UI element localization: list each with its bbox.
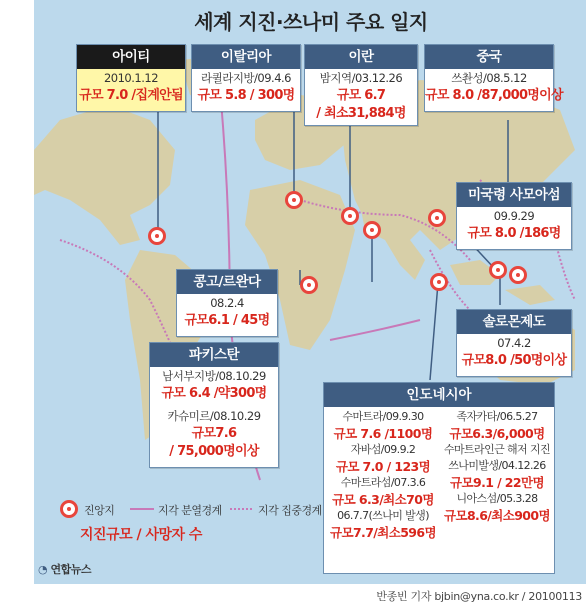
card-solomon (456, 309, 572, 377)
card-iran-title: 이란 (305, 45, 417, 69)
card-haiti-title: 아이티 (77, 45, 185, 69)
card-congo-title: 콩고/르완다 (177, 270, 277, 294)
card-indonesia (323, 382, 555, 574)
indonesia-event-date2: 쓰나미발생/04.12.26 (448, 459, 546, 472)
indonesia-right-column (440, 409, 554, 524)
logo (38, 561, 91, 577)
card-pakistan-title: 파키스탄 (150, 343, 278, 367)
logo-icon: ◔ (38, 563, 48, 576)
legend (40, 494, 320, 552)
epicenter-marker-solomon (509, 266, 527, 284)
indonesia-left-column (326, 409, 440, 541)
card-haiti-stat: 규모 7.0 /집계안됨 (79, 88, 183, 103)
indonesia-event-stat: 규모9.1 / 22만명 (450, 475, 544, 490)
card-congo-date: 08.2.4 (210, 296, 244, 310)
indonesia-event-stat: 규모 7.0 / 123명 (335, 459, 431, 474)
card-iran-stat2: / 최소31,884명 (316, 106, 406, 121)
card-china-title: 중국 (425, 45, 553, 69)
card-italy-stat: 규모 5.8 / 300명 (197, 88, 295, 103)
card-samoa-stat: 규모 8.0 /186명 (467, 226, 561, 241)
epicenter-marker-iran (341, 207, 359, 225)
legend-boundary-label: 지각 분열경계 (158, 504, 222, 517)
indonesia-event-date: 자바섬/09.9.2 (350, 443, 416, 456)
card-china-stat: 규모 8.0 /87,000명이상 (425, 88, 563, 103)
epicenter-marker-samoa (489, 261, 507, 279)
card-pakistan-date1: 남서부지방/08.10.29 (162, 369, 266, 383)
card-congo (176, 269, 278, 337)
indonesia-event-stat: 규모7.7/최소596명 (330, 525, 436, 540)
epicenter-marker-congo (300, 276, 318, 294)
card-iran (304, 44, 418, 126)
card-haiti (76, 44, 186, 112)
card-pakistan-stat2a: 규모7.6 (191, 426, 237, 441)
card-solomon-stat: 규모8.0 /50명이상 (461, 353, 567, 368)
card-pakistan-date2: 카슈미르/08.10.29 (167, 409, 261, 423)
card-italy-date: 라퀼라지방/09.4.6 (201, 71, 291, 85)
card-congo-stat: 규모6.1 / 45명 (184, 313, 270, 328)
card-iran-date: 밤지역/03.12.26 (319, 71, 403, 85)
card-italy-title: 이탈리아 (192, 45, 300, 69)
indonesia-event-stat: 규모6.3/6,000명 (449, 426, 545, 441)
legend-convergent-label: 지각 집중경계 (258, 504, 322, 517)
epicenter-marker-china (428, 209, 446, 227)
card-pakistan-stat2b: / 75,000명이상 (169, 444, 259, 459)
indonesia-event-stat: 규모 6.3/최소70명 (332, 492, 434, 507)
epicenter-marker-pakistan (363, 221, 381, 239)
indonesia-event-stat: 규모8.6/최소900명 (444, 508, 550, 523)
legend-convergent-line-icon (230, 506, 254, 512)
card-china (424, 44, 563, 112)
card-italy (191, 44, 301, 112)
card-pakistan-stat1: 규모 6.4 /약300명 (161, 386, 267, 401)
indonesia-event-date: 수마트라/09.9.30 (342, 410, 424, 423)
page-title: 세계 지진·쓰나미 주요 일지 (194, 9, 428, 34)
card-pakistan (149, 342, 279, 468)
credit-line: 반종빈 기자 bjbin@yna.co.kr / 20100113 (376, 590, 582, 603)
indonesia-event-stat: 규모 7.6 /1100명 (333, 426, 433, 441)
card-samoa (456, 182, 572, 250)
card-indonesia-title: 인도네시아 (324, 383, 554, 407)
card-solomon-title: 솔로몬제도 (457, 310, 571, 334)
card-china-date: 쓰촨성/08.5.12 (451, 71, 527, 85)
legend-caption: 지진규모 / 사망자 수 (80, 527, 202, 543)
epicenter-marker-indonesia (430, 273, 448, 291)
indonesia-event-date: 수마트라섬/07.3.6 (340, 476, 426, 489)
epicenter-marker-haiti (148, 227, 166, 245)
card-haiti-date: 2010.1.12 (103, 71, 159, 85)
indonesia-event-date: 06.7.7(쓰나미 발생) (337, 509, 429, 522)
card-iran-stat1: 규모 6.7 (336, 88, 386, 103)
indonesia-event-date: 수마트라인근 해저 지진 (443, 443, 551, 456)
card-solomon-date: 07.4.2 (497, 336, 531, 350)
indonesia-event-date: 니아스섬/05.3.28 (456, 492, 538, 505)
card-samoa-title: 미국령 사모아섬 (457, 183, 571, 207)
legend-epicenter-label: 진앙지 (84, 504, 115, 517)
legend-boundary-line-icon (130, 506, 154, 512)
card-samoa-date: 09.9.29 (493, 209, 535, 223)
indonesia-event-date: 족자카타/06.5.27 (456, 410, 538, 423)
legend-epicenter-icon (60, 500, 78, 518)
logo-text: 연합뉴스 (50, 563, 91, 576)
epicenter-marker-italy (285, 191, 303, 209)
